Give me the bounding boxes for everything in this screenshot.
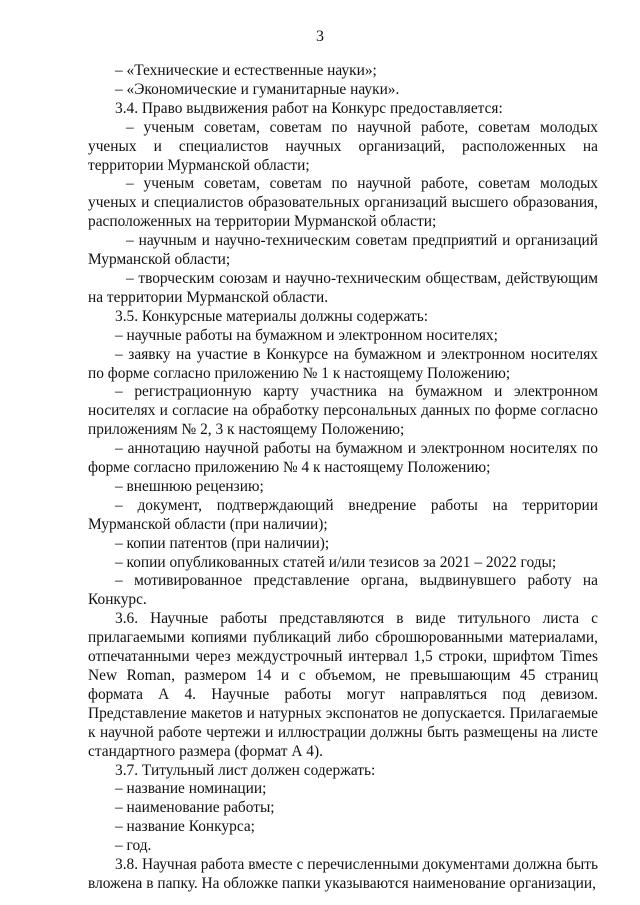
list-item: – «Технические и естественные науки»; bbox=[115, 62, 377, 79]
list-item: – копии опубликованных статей и/или тезисов за 2021 – 2022 годы; bbox=[115, 553, 557, 571]
list-item: – ученым советам, советам по научной работе, советам молодых ученых и специалистов научных организаций, расположенных на территории Мурманской области; bbox=[88, 118, 598, 174]
list-item: – «Экономические и гуманитарные науки». bbox=[115, 80, 400, 98]
section-paragraph: 3.7. Титульный лист должен содержать: bbox=[115, 761, 376, 779]
list-item: – регистрационную карту участника на бумажном и электронном носителях и согласие на обработку персональных данных по форме согласно приложениям № 2, 3 к настоящему Положению; bbox=[88, 383, 598, 439]
list-item: – название номинации; bbox=[115, 780, 267, 798]
section-paragraph: 3.4. Право выдвижения работ на Конкурс предоставляется: bbox=[115, 99, 503, 117]
section-paragraph: 3.6. Научные работы представляются в виде титульного листа с прилагаемыми копиями публикаций либо сброшюрованными материалами, отпечатанными через междустрочный интервал 1,5 строки, шрифтом Times New Roman, размером 14 и с объемом, не превышающим 45 страниц формата А 4. Научные работы могут направляться под девизом. Представление макетов и натурных экспонатов не допускается. Прилагаемые к научной работе чертежи и иллюстрации должны быть размещены на листе стандартного размера (формат А 4). bbox=[88, 610, 598, 760]
list-item: – документ, подтверждающий внедрение работы на территории Мурманской области (при наличии); bbox=[88, 496, 598, 533]
list-item: – название Конкурса; bbox=[115, 818, 255, 836]
list-item: – внешнюю рецензию; bbox=[115, 477, 264, 495]
list-item: – творческим союзам и научно-техническим обществам, действующим на территории Мурманской области. bbox=[88, 269, 598, 306]
section-paragraph: 3.5. Конкурсные материалы должны содержать: bbox=[115, 307, 429, 325]
list-item: – ученым советам, советам по научной работе, советам молодых ученых и специалистов образовательных организаций высшего образования, расположенных на территории Мурманской области; bbox=[88, 175, 598, 231]
list-item: – аннотацию научной работы на бумажном и электронном носителях по форме согласно приложению № 4 к настоящему Положению; bbox=[88, 440, 598, 477]
page-number: 3 bbox=[316, 28, 324, 45]
section-paragraph: 3.8. Научная работа вместе с перечисленными документами должна быть вложена в папку. На обложке папки указываются наименование организации, bbox=[88, 856, 598, 892]
list-item: – мотивированное представление органа, выдвинувшего работу на Конкурс. bbox=[88, 572, 598, 609]
list-item: – заявку на участие в Конкурсе на бумажном и электронном носителях по форме согласно приложению № 1 к настоящему Положению; bbox=[88, 345, 598, 382]
list-item: – научные работы на бумажном и электронном носителях; bbox=[115, 326, 498, 344]
list-item: – год. bbox=[115, 837, 152, 855]
list-item: – наименование работы; bbox=[115, 799, 275, 817]
document-body bbox=[88, 62, 598, 894]
list-item: – копии патентов (при наличии); bbox=[115, 534, 330, 552]
list-item: – научным и научно-техническим советам предприятий и организаций Мурманской области; bbox=[88, 232, 598, 269]
